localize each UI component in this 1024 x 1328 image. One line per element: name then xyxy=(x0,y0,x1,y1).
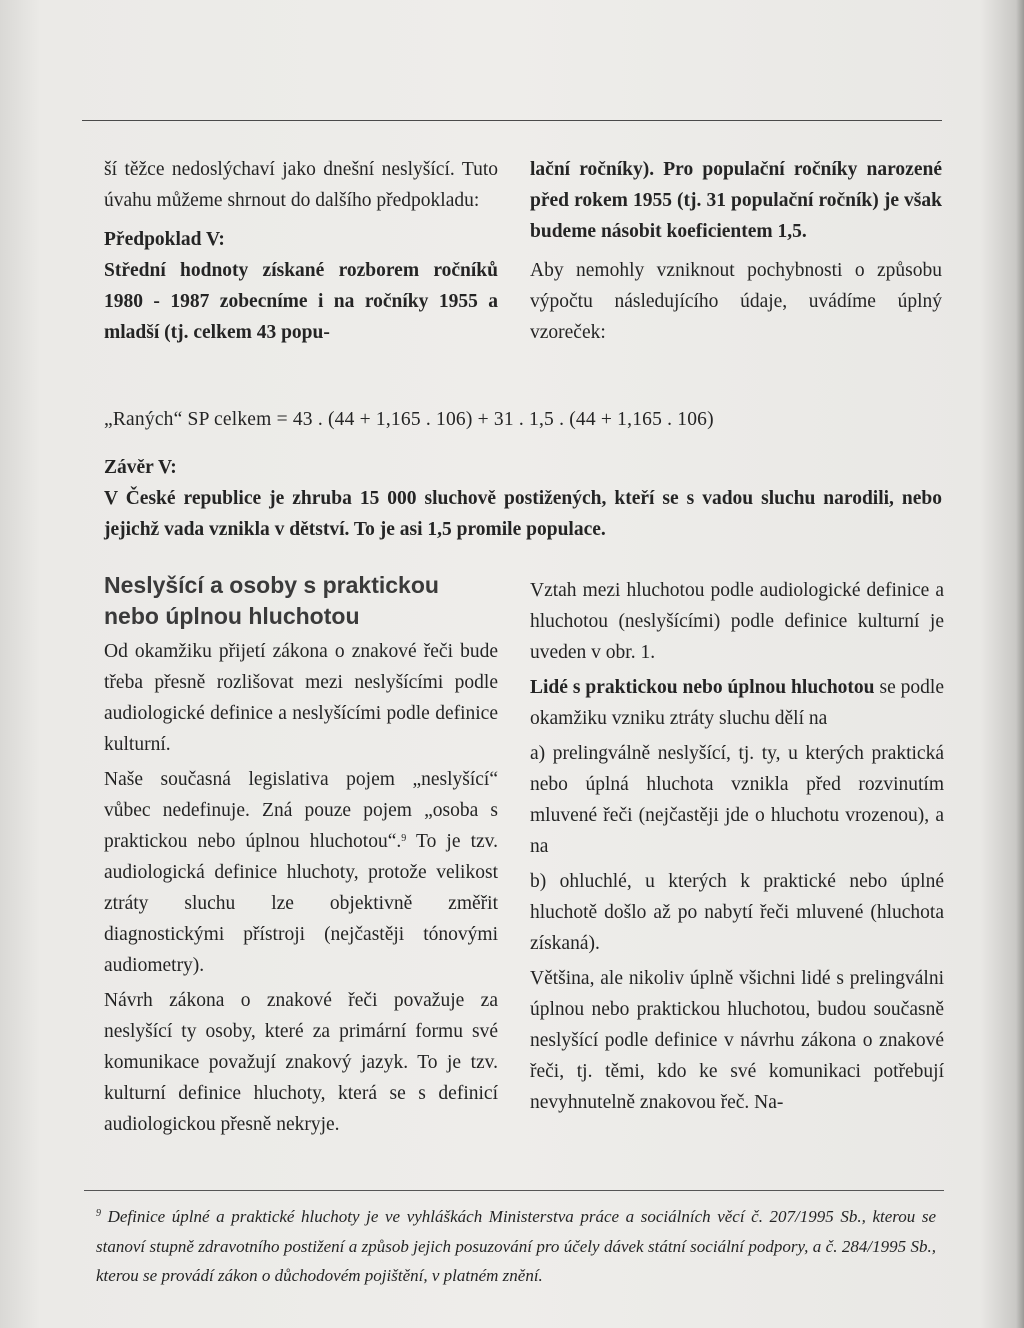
assumption-title: Předpoklad V: xyxy=(104,229,225,250)
division-rest: se podle okamžiku vzniku ztráty sluchu dělí na xyxy=(530,677,945,729)
section-paragraph-2 xyxy=(104,764,498,981)
list-item-b: b) ohluchlé, u kterých k praktické nebo úplné hluchotě došlo až po nabytí řeči mluvené (hluchota získaná). xyxy=(530,871,944,954)
header-rule xyxy=(82,120,942,121)
right-column-top xyxy=(530,154,942,348)
relation-paragraph: Vztah mezi hluchotou podle audiologické definice a hluchotou (neslyšícími) podle definice kulturní je uveden v obr. 1. xyxy=(530,580,944,663)
conclusion-block xyxy=(104,452,942,545)
section-paragraph-3: Návrh zákona o znakové řeči považuje za neslyšící ty osoby, které za primární formu své komunikace považují znakový jazyk. To je tzv. kulturní definice hluchoty, která se s definicí audiologickou přesně nekryje. xyxy=(104,990,498,1135)
footnote-reference: 9 xyxy=(401,833,407,844)
conclusion-text: V České republice je zhruba 15 000 sluchově postižených, kteří se s vadou sluchu narodili, nebo jejichž vada vznikla v dětství. To je asi 1,5 promile populace. xyxy=(104,488,942,540)
section-paragraph-2-cont: To je tzv. audiologická definice hluchoty, protože velikost ztráty sluchu lze objektivně změřit diagnostickými přístroji (nejčastěji tónovými audiometry). xyxy=(104,831,499,976)
footnote-rule xyxy=(84,1190,944,1191)
footnote-marker: 9 xyxy=(96,1208,101,1219)
division-paragraph xyxy=(530,672,944,734)
assumption-text: Střední hodnoty získané rozborem ročníků 1980 - 1987 zobecníme i na ročníky 1955 a mladší (tj. celkem 43 popu- xyxy=(104,260,498,343)
left-column-top xyxy=(104,154,498,348)
section-paragraph-1: Od okamžiku přijetí zákona o znakové řeči bude třeba přesně rozlišovat mezi neslyšícími podle audiologické definice a neslyšícími podle definice kulturní. xyxy=(104,641,498,755)
formula: „Raných“ SP celkem = 43 . (44 + 1,165 . 106) + 31 . 1,5 . (44 + 1,165 . 106) xyxy=(104,409,714,430)
conclusion-title: Závěr V: xyxy=(104,457,177,478)
list-item-a: a) prelingválně neslyšící, tj. ty, u kterých praktická nebo úplná hluchota vznikla před rozvinutím mluvené řeči (nejčastěji jde o hluchotu vrozenou), a na xyxy=(530,743,944,857)
division-bold: Lidé s praktickou nebo úplnou hluchotou xyxy=(530,677,875,698)
section-paragraph-2-text: Naše současná legislativa pojem „neslyšící“ vůbec nedefinuje. Zná pouze pojem „osoba s praktickou nebo úplnou hluchotou“. xyxy=(104,769,498,852)
right-column-bottom xyxy=(530,575,944,1118)
majority-paragraph: Většina, ale nikoliv úplně všichni lidé s prelingválni úplnou nebo praktickou hluchotou, budou současně neslyšící podle definice v návrhu zákona o znakové řeči, tj. těmi, kdo ke své komunikaci potřebují nevyhnutelně znakovou řeč. Na- xyxy=(530,968,944,1113)
left-column-bottom xyxy=(104,570,498,1140)
footnote-text: Definice úplné a praktické hluchoty je ve vyhláškách Ministerstva práce a sociálních věcí č. 207/1995 Sb., kterou se stanoví stupně zdravotního postižení a způsob jejich posuzování pro účely dávek státní sociální podpory, a č. 284/1995 Sb., kterou se provádí zákon o důchodovém pojištění, v platném znění. xyxy=(96,1207,936,1285)
assumption-continuation: lační ročníky). Pro populační ročníky narozené před rokem 1955 (tj. 31 populační ročník) je však budeme násobit koeficientem 1,5. xyxy=(530,159,942,242)
footnote xyxy=(96,1202,936,1291)
section-heading: Neslyšící a osoby s praktickou nebo úplnou hluchotou xyxy=(104,572,439,629)
intro-paragraph: ší těžce nedoslýchaví jako dnešní neslyšící. Tuto úvahu můžeme shrnout do dalšího předpokladu: xyxy=(104,159,498,211)
formula-intro: Aby nemohly vzniknout pochybnosti o způsobu výpočtu následujícího údaje, uvádíme úplný vzoreček: xyxy=(530,260,942,343)
